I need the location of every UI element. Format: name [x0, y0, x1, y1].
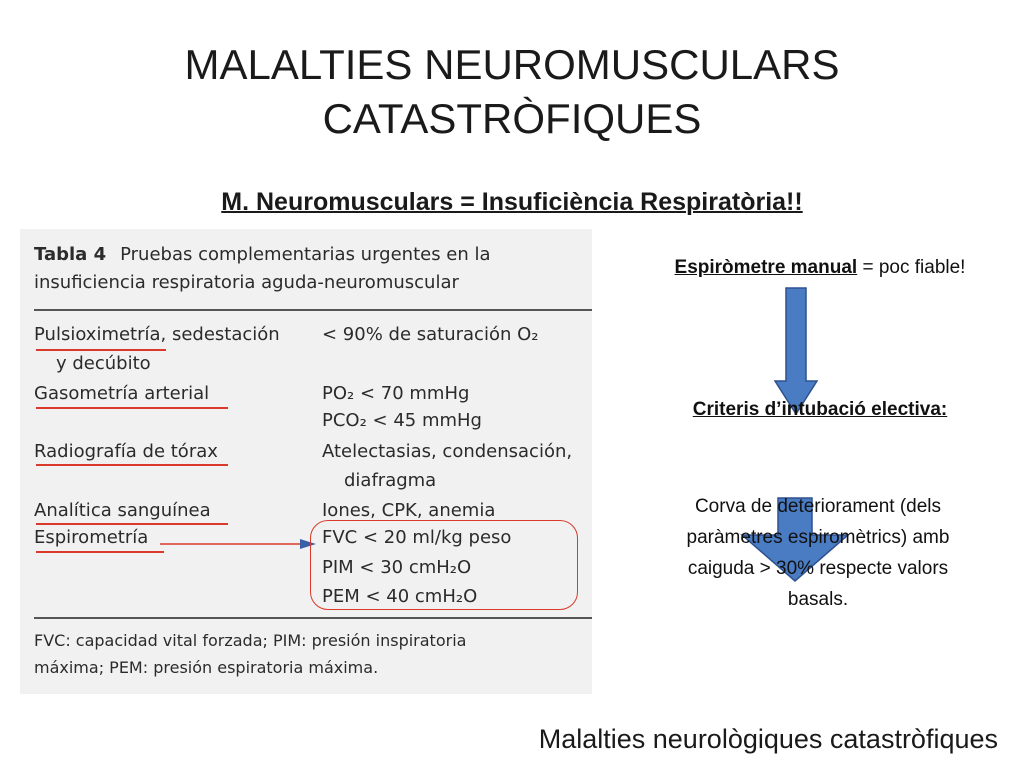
table-footnote — [34, 627, 466, 681]
spirometer-note-rest: = poc fiable! — [857, 257, 966, 278]
row-label-gasometria: Gasometría arterial — [34, 383, 210, 404]
row-label-radiografia: Radiografía de tórax — [34, 441, 218, 462]
underline-radiografia — [36, 464, 228, 466]
row-value-analitica: Iones, CPK, anemia — [322, 500, 496, 521]
title-line-2: CATASTRÒFIQUES — [322, 95, 702, 142]
row-value-po2: PO₂ < 70 mmHg — [322, 383, 470, 404]
footnote-line-2: máxima; PEM: presión espiratoria máxima. — [34, 658, 379, 677]
row-label-pulsioximetria-2: y decúbito — [56, 353, 151, 374]
title-line-1: MALALTIES NEUROMUSCULARS — [184, 41, 840, 88]
table-image — [20, 229, 592, 694]
slide-title — [0, 38, 1024, 146]
row-value-pem: PEM < 40 cmH₂O — [322, 586, 478, 607]
row-value-pco2: PCO₂ < 45 mmHg — [322, 410, 482, 431]
table-caption-line-1: Pruebas complementarias urgentes en la — [120, 244, 491, 265]
row-label-espirometria: Espirometría — [34, 527, 149, 548]
criteria-heading: Criteris d’intubació electiva: — [692, 399, 948, 420]
row-label-pulsioximetria: Pulsioximetría, sedestación — [34, 324, 280, 345]
row-value-fvc: FVC < 20 ml/kg peso — [322, 527, 512, 548]
curve-note — [626, 491, 1010, 615]
underline-pulsioximetria — [36, 349, 166, 351]
row-value-diafragma: diafragma — [344, 470, 437, 491]
slide-subtitle — [0, 188, 1024, 217]
curve-line-1: Corva de deteriorament (dels — [694, 496, 942, 517]
table-label: Tabla 4 — [34, 244, 107, 265]
down-arrow-icon — [774, 287, 818, 415]
spirometer-note-bold: Espiròmetre manual — [674, 257, 858, 278]
curve-line-2: paràmetres espiromètrics) amb — [686, 527, 950, 548]
highlight-ellipse — [310, 520, 578, 610]
subtitle-text: M. Neuromusculars = Insuficiència Respiratòria!! — [221, 188, 803, 216]
row-value-radiografia: Atelectasias, condensación, — [322, 441, 573, 462]
underline-espirometria — [36, 551, 164, 553]
curve-line-3: caiguda > 30% respecte valors — [687, 558, 949, 579]
table-caption-line-2: insuficiencia respiratoria aguda-neuromuscular — [34, 272, 459, 293]
red-arrow — [160, 534, 320, 554]
footnote-line-1: FVC: capacidad vital forzada; PIM: presión inspiratoria — [34, 631, 467, 650]
table-rule-bottom — [34, 617, 592, 619]
table-caption — [34, 241, 491, 297]
curve-line-4: basals. — [787, 589, 849, 610]
row-label-analitica: Analítica sanguínea — [34, 500, 211, 521]
row-value-pulsioximetria: < 90% de saturación O₂ — [322, 324, 539, 345]
slide-footer: Malalties neurològiques catastròfiques — [538, 724, 998, 754]
table-rule-top — [34, 309, 592, 311]
underline-analitica — [36, 523, 228, 525]
spirometer-note — [620, 257, 1020, 279]
row-value-pim: PIM < 30 cmH₂O — [322, 557, 472, 578]
underline-gasometria — [36, 407, 228, 409]
